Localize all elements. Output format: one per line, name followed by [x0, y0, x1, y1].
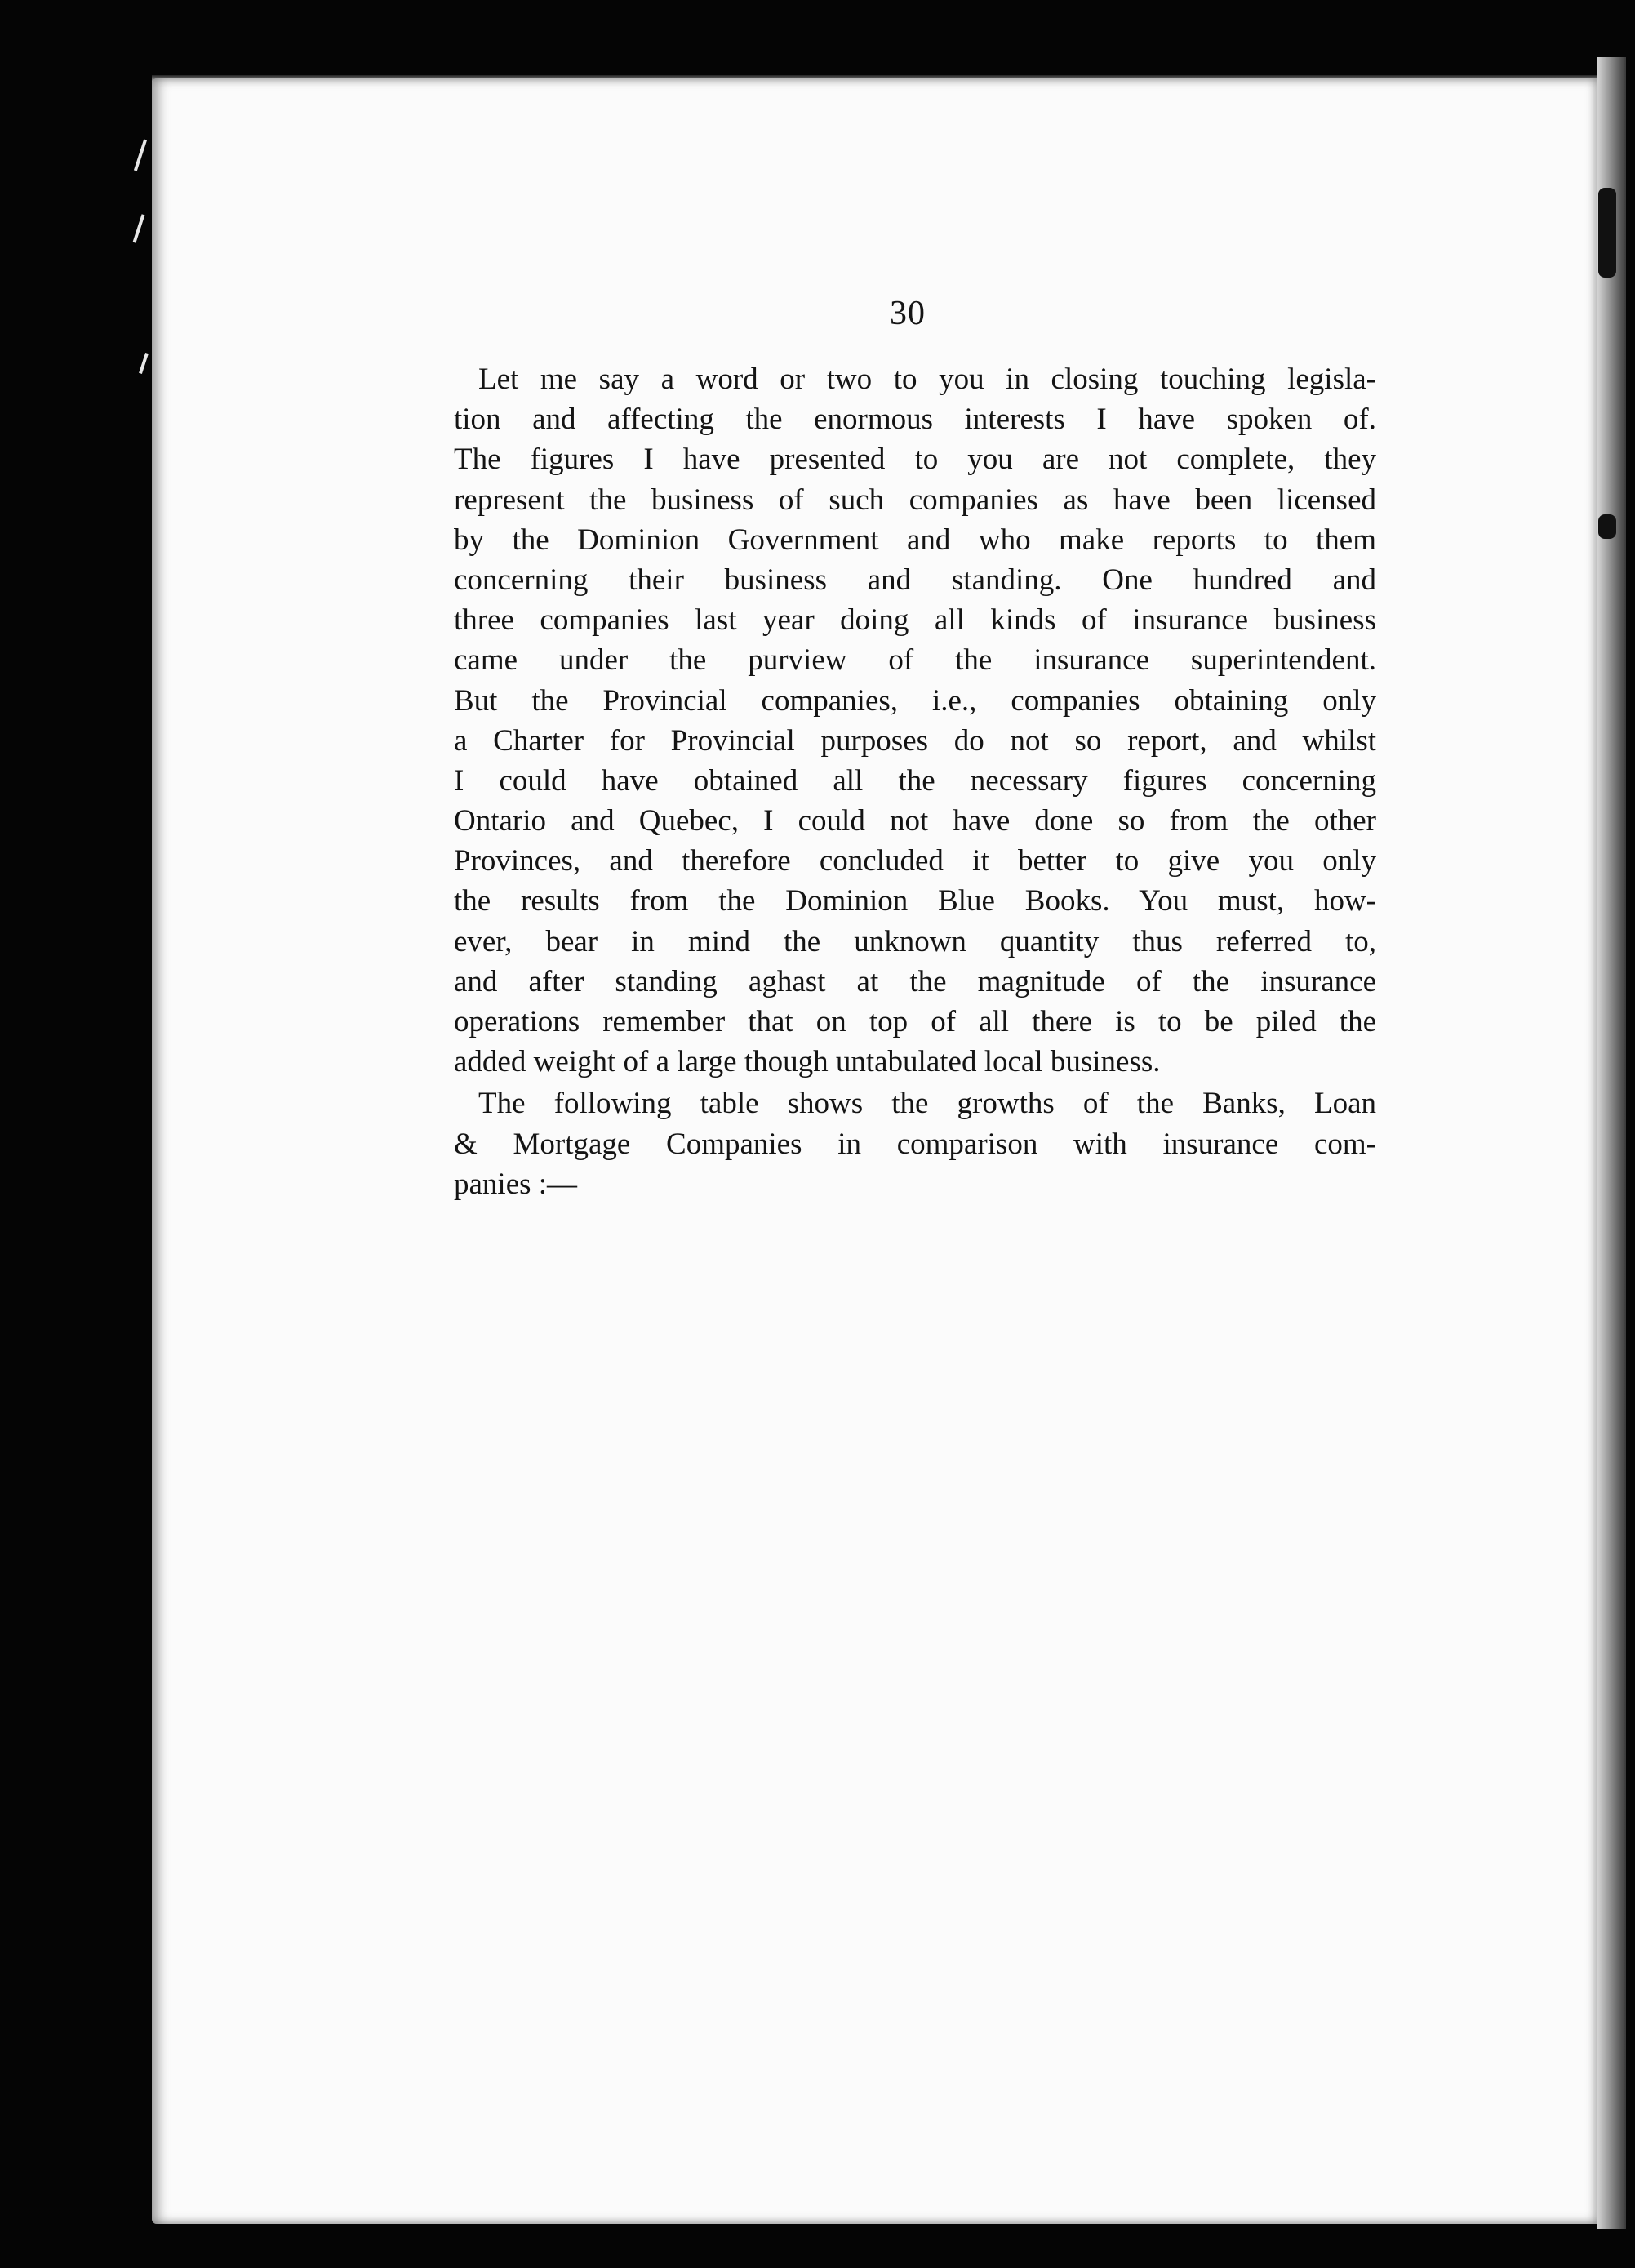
text-line: a Charter for Provincial purposes do not so report, and whilst	[454, 723, 1376, 758]
text-line: The figures I have presented to you are not complete, they	[454, 442, 1376, 477]
text-line: came under the purview of the insurance superintendent.	[454, 643, 1376, 678]
page-number: 30	[890, 295, 926, 332]
text-line: Provinces, and therefore concluded it better to give you only	[454, 844, 1376, 878]
paragraph-2	[454, 1083, 1376, 1204]
text-line: added weight of a large though untabulated local business.	[454, 1045, 1161, 1079]
binding-shadow-mark	[1598, 188, 1616, 278]
text-line: But the Provincial companies, i.e., companies obtaining only	[454, 683, 1376, 718]
text-line: represent the business of such companies as have been licensed	[454, 483, 1376, 517]
scan-margin-mark	[134, 139, 147, 171]
binding-shadow-mark	[1598, 514, 1616, 539]
body-text	[454, 359, 1376, 1206]
text-line: tion and affecting the enormous interests I have spoken of.	[454, 402, 1376, 437]
text-line: operations remember that on top of all there is to be piled the	[454, 1005, 1376, 1038]
text-line: ever, bear in mind the unknown quantity thus referred to,	[454, 924, 1376, 958]
text-line: I could have obtained all the necessary figures concerning	[454, 763, 1376, 798]
text-line: three companies last year doing all kinds of insurance business	[454, 603, 1376, 638]
text-line: Let me say a word or two to you in closing touching legisla-	[478, 362, 1376, 396]
text-line: the results from the Dominion Blue Books. You must, how-	[454, 884, 1376, 918]
right-binding-edge	[1597, 57, 1626, 2229]
paragraph-1	[454, 359, 1376, 1082]
text-line: & Mortgage Companies in comparison with insurance com-	[454, 1127, 1376, 1161]
text-line: concerning their business and standing. One hundred and	[454, 563, 1376, 597]
scan-margin-mark	[133, 214, 145, 242]
scan-margin-mark	[139, 353, 149, 374]
text-line: by the Dominion Government and who make reports to them	[454, 523, 1376, 557]
text-line: The following table shows the growths of the Banks, Loan	[478, 1087, 1376, 1121]
text-line: Ontario and Quebec, I could not have done so from the other	[454, 804, 1376, 838]
text-line: and after standing aghast at the magnitude of the insurance	[454, 964, 1376, 998]
text-line: panies :—	[454, 1167, 578, 1201]
